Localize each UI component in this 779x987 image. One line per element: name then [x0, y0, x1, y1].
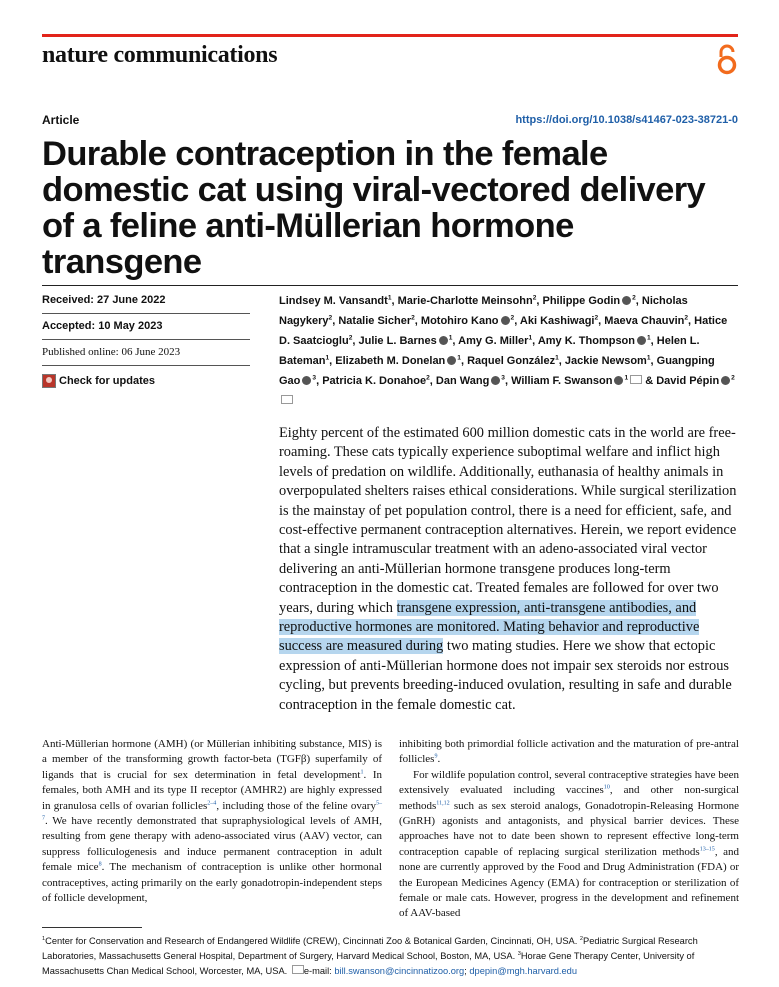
- affiliation-marker: 3: [312, 374, 317, 382]
- body-column-right: inhibiting both primordial follicle activation and the maturation of pre-antral follicles$^9$. For wildlife population control, several contraceptive strategies have been extensively evaluated including vaccines$^{10}$, and other non-surgical methods$^{11,12}$ such as sex steroid analogs, Gonadotropin-Releasing Hormone (GnRH) agonists and antagonists, and physical barrier devices. These approaches have not to date been shown to represent effective long-term contraception capable of replacing surgical sterilization methods$^{13-15}$, and none are currently approved by the Food and Drug Administration (FDA) or the European Medicines Agency (EMA) for contraception or sterilization of female or male cats. However, progress in the development and refinement of AAV-based: [399, 737, 739, 922]
- affiliation-marker: 1: [555, 354, 559, 362]
- author-name[interactable]: Patricia K. Donahoe: [322, 375, 427, 388]
- author-name[interactable]: Raquel González: [467, 355, 556, 368]
- article-title: Durable contraception in the female domestic cat using viral-vectored delivery of a feline anti-Müllerian hormone transgene: [42, 135, 706, 281]
- email-icon[interactable]: [630, 375, 642, 384]
- author-name[interactable]: Amy G. Miller: [458, 335, 529, 348]
- author-name[interactable]: Elizabeth M. Donelan: [335, 355, 446, 368]
- affiliation-marker: 2: [426, 374, 430, 382]
- citation-link[interactable]: 5–7: [42, 799, 382, 822]
- check-updates-icon: [42, 374, 56, 388]
- accepted-date: Accepted: 10 May 2023: [42, 320, 163, 332]
- orcid-icon[interactable]: [637, 336, 646, 345]
- divider: [42, 339, 250, 340]
- author-name[interactable]: Amy K. Thompson: [537, 335, 635, 348]
- citation-link[interactable]: 9: [434, 753, 438, 760]
- header-accent-bar: [42, 34, 738, 37]
- affiliation-marker: 2: [510, 314, 515, 322]
- affiliation-marker: 2: [411, 314, 415, 322]
- journal-name: nature communications: [42, 42, 278, 68]
- check-updates-label: Check for updates: [59, 375, 155, 387]
- affiliations-footnote: $^1$Center for Conservation and Research of Endangered Wildlife (CREW), Cincinnati Zoo & Botanical Garden, Cincinnati, OH, USA. $^2$Pediatric Surgical Research Laboratories, Massachusetts General Hospital, Department of Surgery, Harvard Medical School, Boston, MA, USA. $^3$Horae Gene Therapy Center, University of Massachusetts Chan Medical School, Worcester, MA, USA. e-mail: bill.swanson@cincinnatizoo.org; dpepin@mgh.harvard.edu: [42, 935, 698, 976]
- published-date: Published online: 06 June 2023: [42, 346, 181, 358]
- divider: [42, 285, 738, 286]
- author-name[interactable]: Jackie Newsom: [564, 355, 647, 368]
- affiliation-marker: 1: [448, 334, 453, 342]
- affiliation-marker: 1: [457, 354, 461, 362]
- doi-link[interactable]: https://doi.org/10.1038/s41467-023-38721-0: [515, 114, 738, 126]
- orcid-icon[interactable]: [302, 376, 311, 385]
- received-date: Received: 27 June 2022: [42, 294, 166, 306]
- orcid-icon[interactable]: [721, 376, 730, 385]
- author-name[interactable]: Natalie Sicher: [338, 315, 412, 328]
- author-name[interactable]: Lindsey M. Vansandt: [279, 295, 388, 307]
- abstract-text: two mating studies. Here we show that ectopic expression of anti-Müllerian hormone does not impair sex steroids nor estrous cycling, but prevents breeding-induced ovulation, resulting in safe and durable contraception in the female domestic cat.: [279, 638, 732, 713]
- citation-link[interactable]: 11,12: [436, 799, 450, 806]
- body-paragraph: For wildlife population control, several contraceptive strategies have been extensively evaluated including vaccines$^{10}$, and other non-surgical methods$^{11,12}$ such as sex steroid analogs, Gonadotropin-Releasing Hormone (GnRH) agonists and antagonists, and physical barrier devices. These approaches have not to date been shown to represent effective long-term contraception capable of replacing surgical sterilization methods$^{13-15}$, and none are currently approved by the Food and Drug Administration (FDA) or the European Medicines Agency (EMA) for contraception or sterilization of female or male cats. However, progress in the development and refinement of AAV-based: [399, 768, 739, 920]
- authors-conjunction: &: [642, 375, 657, 388]
- author-name[interactable]: Helen L. Bateman: [279, 335, 700, 368]
- affiliation-marker: 2: [594, 314, 599, 322]
- body-column-left: Anti-Müllerian hormone (AMH) (or Müllerian inhibiting substance, MIS) is a member of the transforming growth factor-beta (TGFβ) superfamily of ligands that is crucial for sex determination in fetal development$^1$. In females, both AMH and its type II receptor (AMHR2) are highly expressed in granulosa cells of ovarian follicles$^{2-4}$, including those of the feline ovary$^{5-7}$. We have recently demonstrated that supraphysiological levels of AMH, resulting from gene therapy with adeno-associated virus (AAV) vector, can suppress folliculogenesis and induce permanent contraception in adult female mice$^8$. The mechanism of contraception is unlike other hormonal contraceptives, acting primarily on the early gonadotropin-independent steps of follicle development,: [42, 738, 382, 905]
- citation-link[interactable]: 1: [360, 769, 364, 776]
- abstract: [279, 424, 739, 715]
- affiliation-marker: 1: [528, 334, 533, 342]
- affiliation-marker: 2: [632, 294, 636, 302]
- author-list: Lindsey M. Vansandt$^1$, Marie-Charlotte Meinsohn$^2$, Philippe Godin $^2$, Nicholas Nagykery$^2$, Natalie Sicher$^2$, Motohiro Kano $^2$, Aki Kashiwagi$^2$, Maeva Chauvin$^2$, Hatice D. Saatcioglu$^2$, Julie L. Barnes $^1$, Amy G. Miller$^1$, Amy K. Thompson $^1$, Helen L. Bateman$^1$, Elizabeth M. Donelan $^1$, Raquel González$^1$, Jackie Newsom$^1$, Guangping Gao $^3$, Patricia K. Donahoe$^2$, Dan Wang $^3$, William F. Swanson $^1$ & David Pépin $^2$: [279, 291, 739, 412]
- check-for-updates-button[interactable]: [42, 374, 155, 388]
- orcid-icon[interactable]: [501, 316, 510, 325]
- email-icon[interactable]: [281, 395, 293, 404]
- abstract-text: Eighty percent of the estimated 600 million domestic cats in the world are free-roaming. These cats typically experience suboptimal welfare and inflict high levels of predation on wildlife. Additionally, euthanasia of healthy animals in overpopulated shelters raises ethical considerations. While surgical sterilization is the mainstay of pet population control, there is a need for efficient, safe, and cost-effective permanent contraception alternatives. Herein, we report evidence that a single intramuscular treatment with an adeno-associated viral vector delivering an anti-Müllerian hormone transgene produces long-term contraception in the domestic cat. Treated females are followed for over two years, during which: [279, 425, 737, 616]
- affiliation-marker: 1: [387, 294, 392, 302]
- citation-link[interactable]: 10: [603, 784, 610, 791]
- author-name[interactable]: Hatice D. Saatcioglu: [279, 315, 728, 348]
- author-name[interactable]: Nicholas Nagykery: [279, 295, 688, 328]
- footnote-divider: [42, 927, 142, 928]
- author-name[interactable]: Guangping Gao: [279, 355, 715, 388]
- affiliation-marker: 2: [731, 374, 735, 382]
- author-name[interactable]: Marie-Charlotte Meinsohn: [397, 295, 533, 307]
- author-name[interactable]: David Pépin: [656, 375, 720, 388]
- citation-link[interactable]: 8: [98, 861, 102, 868]
- affiliation-marker: 2: [328, 314, 333, 322]
- author-name[interactable]: William F. Swanson: [511, 375, 613, 388]
- author-name[interactable]: Aki Kashiwagi: [519, 315, 595, 328]
- author-name[interactable]: Maeva Chauvin: [604, 315, 685, 328]
- orcid-icon[interactable]: [622, 296, 631, 305]
- author-name[interactable]: Julie L. Barnes: [358, 335, 437, 348]
- affiliation-marker: 1: [325, 354, 330, 362]
- orcid-icon[interactable]: [447, 356, 456, 365]
- affiliation-marker: 2: [532, 294, 537, 302]
- affiliation-marker: 3: [501, 374, 505, 382]
- abstract-highlight[interactable]: transgene expression, anti-transgene antibodies, and reproductive hormones are monitored. Mating behavior and reproductive success are measured during: [279, 599, 700, 655]
- email-icon: [292, 965, 304, 974]
- email-link-swanson[interactable]: bill.swanson@cincinnatizoo.org: [334, 966, 465, 976]
- divider: [42, 365, 250, 366]
- affiliation-marker: 1: [647, 334, 651, 342]
- orcid-icon[interactable]: [439, 336, 448, 345]
- email-link-pepin[interactable]: dpepin@mgh.harvard.edu: [469, 966, 577, 976]
- author-name[interactable]: Motohiro Kano: [420, 315, 499, 328]
- article-type: Article: [42, 113, 80, 127]
- affiliation-marker: 1: [624, 374, 629, 382]
- affiliation-marker: 2: [348, 334, 353, 342]
- orcid-icon[interactable]: [614, 376, 623, 385]
- affiliation-marker: 2: [684, 314, 689, 322]
- affiliation-marker: 1: [646, 354, 651, 362]
- divider: [42, 313, 250, 314]
- open-access-icon: [714, 44, 740, 76]
- orcid-icon[interactable]: [491, 376, 500, 385]
- author-name[interactable]: Philippe Godin: [542, 295, 621, 307]
- citation-link[interactable]: 2–4: [207, 799, 217, 806]
- citation-link[interactable]: 13–15: [699, 846, 715, 853]
- author-name[interactable]: Dan Wang: [435, 375, 490, 388]
